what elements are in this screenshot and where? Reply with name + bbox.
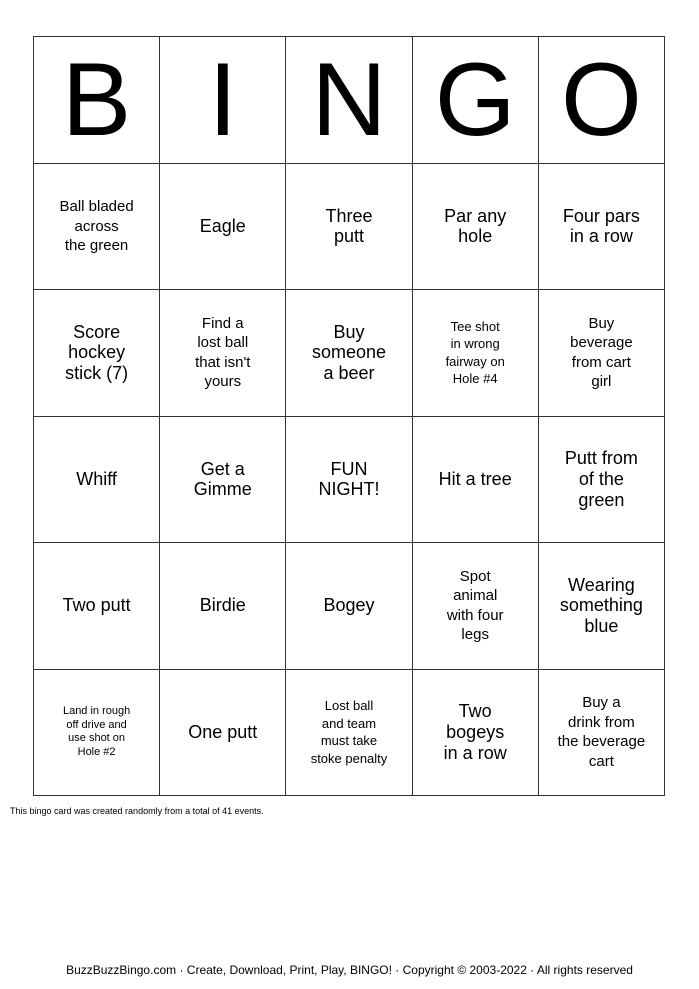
bingo-cell: Bogey	[286, 543, 412, 670]
card-note: This bingo card was created randomly from a total of 41 events.	[10, 806, 264, 816]
bingo-cell: Hit a tree	[413, 417, 539, 544]
bingo-cell: Four pars in a row	[539, 164, 665, 291]
bingo-card	[33, 36, 665, 796]
bingo-cell: Land in rough off drive and use shot on Hole #2	[34, 670, 160, 797]
bingo-cell: Buy beverage from cart girl	[539, 290, 665, 417]
bingo-cell: Tee shot in wrong fairway on Hole #4	[413, 290, 539, 417]
bingo-cell: Par any hole	[413, 164, 539, 291]
header-letter-o: O	[539, 37, 665, 164]
bingo-cell: Get a Gimme	[160, 417, 286, 544]
bingo-cell: Wearing something blue	[539, 543, 665, 670]
bingo-cell: Find a lost ball that isn't yours	[160, 290, 286, 417]
bingo-cell: Whiff	[34, 417, 160, 544]
bingo-cell: One putt	[160, 670, 286, 797]
header-letter-b: B	[34, 37, 160, 164]
bingo-cell: Three putt	[286, 164, 412, 291]
site-footer: BuzzBuzzBingo.com · Create, Download, Print, Play, BINGO! · Copyright © 2003-2022 · All rights reserved	[66, 963, 633, 977]
bingo-cell: Buy a drink from the beverage cart	[539, 670, 665, 797]
header-letter-g: G	[413, 37, 539, 164]
bingo-cell: FUN NIGHT!	[286, 417, 412, 544]
bingo-cell: Eagle	[160, 164, 286, 291]
bingo-cell: Buy someone a beer	[286, 290, 412, 417]
header-letter-i: I	[160, 37, 286, 164]
header-letter-n: N	[286, 37, 412, 164]
bingo-cell: Ball bladed across the green	[34, 164, 160, 291]
bingo-cell: Spot animal with four legs	[413, 543, 539, 670]
bingo-cell: Two putt	[34, 543, 160, 670]
bingo-cell: Lost ball and team must take stoke penalty	[286, 670, 412, 797]
bingo-cell: Birdie	[160, 543, 286, 670]
bingo-cell: Putt from of the green	[539, 417, 665, 544]
bingo-cell: Two bogeys in a row	[413, 670, 539, 797]
bingo-cell: Score hockey stick (7)	[34, 290, 160, 417]
